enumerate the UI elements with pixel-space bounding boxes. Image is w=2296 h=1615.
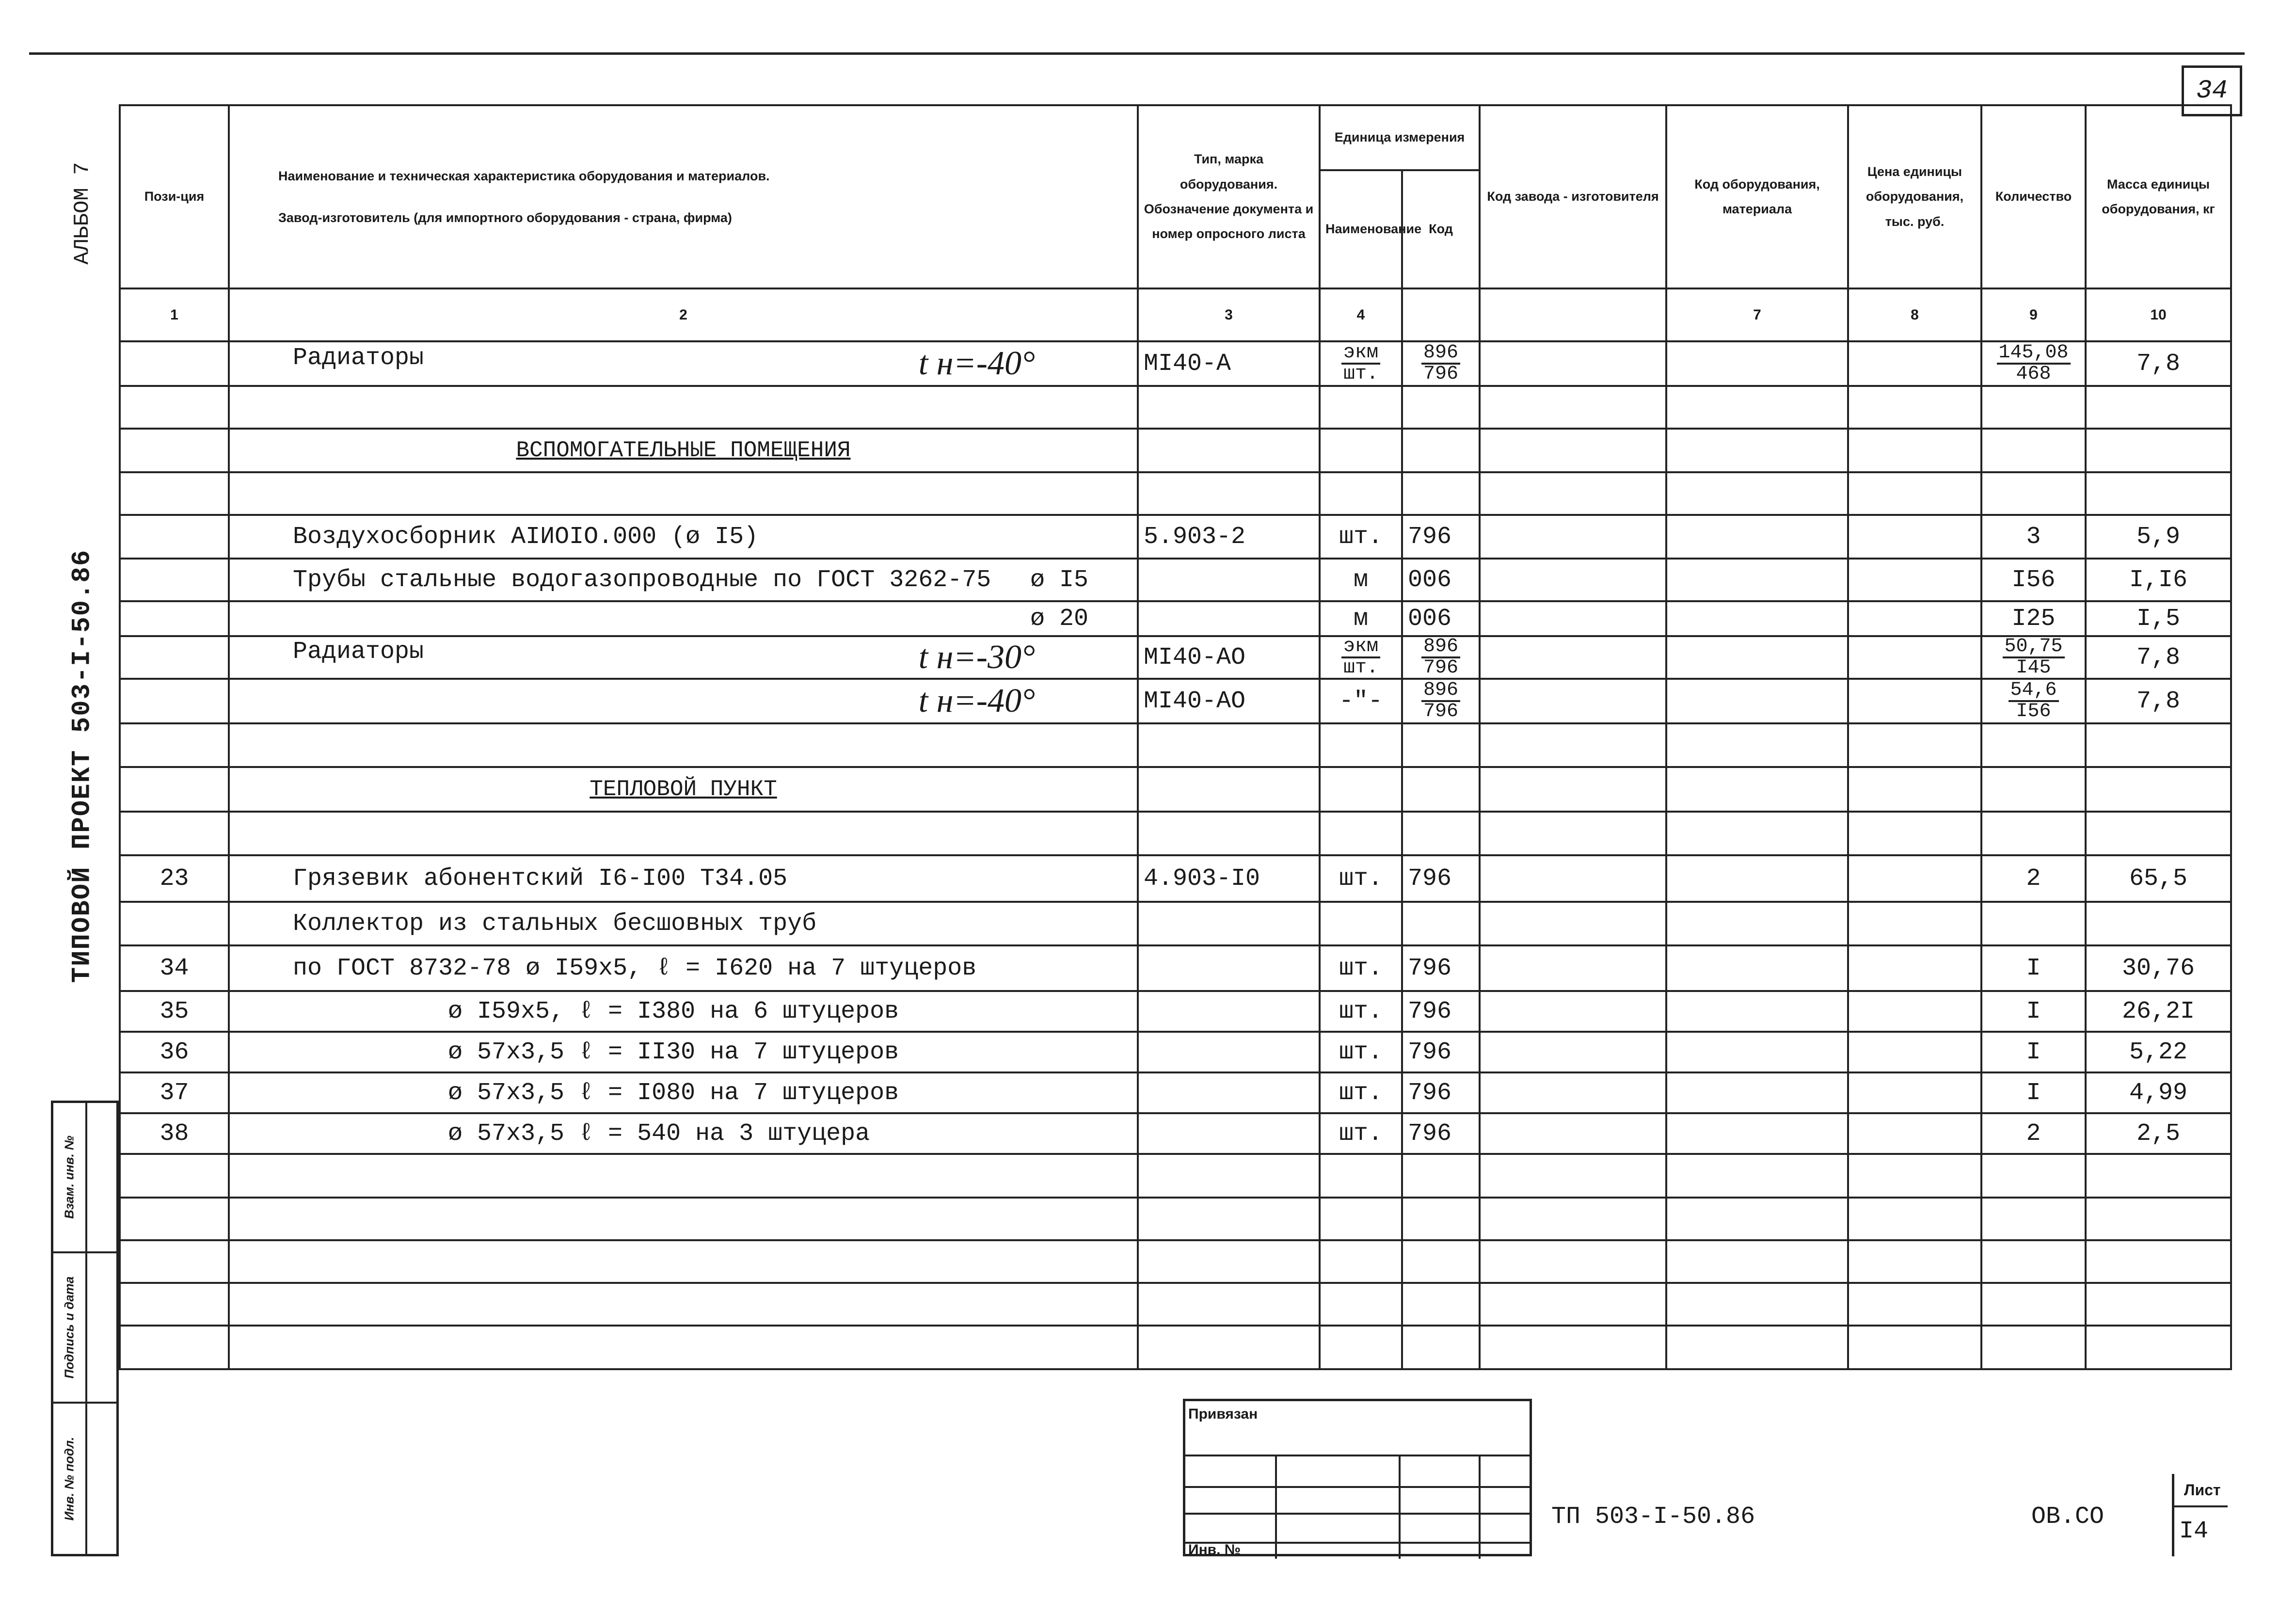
table-row: [120, 855, 2231, 902]
sheet-label: Лист: [2184, 1481, 2221, 1499]
table-row: [120, 1198, 2231, 1240]
item-name: ø I59х5, ℓ = I380 на 6 штуцеров: [448, 997, 899, 1025]
item-name: Радиаторы: [293, 638, 424, 666]
code-fraction: $\frac{896}{796}$: [1421, 681, 1460, 721]
header-unit-code: Код: [1402, 170, 1480, 288]
col-number: 2: [229, 288, 1138, 341]
qty-fraction: $\frac{50,75}{I45}$: [2003, 637, 2065, 678]
unit-cell: шт.: [1339, 1038, 1383, 1066]
mass-cell: 5,22: [2129, 1038, 2188, 1066]
unit-fraction: $\frac{\text{экм}}{шт.}$: [1341, 637, 1380, 678]
mass-cell: 4,99: [2129, 1079, 2188, 1107]
qty-cell: I25: [2011, 605, 2056, 633]
col-number: 8: [1848, 288, 1981, 341]
qty-cell: I: [2026, 997, 2041, 1025]
header-qty: Количество: [1981, 105, 2086, 288]
header-type: Тип, марка оборудования. Обозначение документа и номер опросного листа: [1138, 105, 1320, 288]
item-name: ø 57х3,5 ℓ = 540 на 3 штуцера: [448, 1119, 870, 1148]
table-row: [120, 679, 2231, 723]
qty-fraction: $\frac{145,08}{468}$: [1997, 343, 2071, 384]
stamp-label: Инв. № подл.: [62, 1437, 77, 1521]
col-number: 7: [1666, 288, 1848, 341]
table-row: [120, 601, 2231, 636]
position-cell: 38: [159, 1119, 189, 1148]
code-cell: 796: [1408, 1079, 1452, 1107]
type-cell: 4.903-I0: [1144, 864, 1260, 893]
type-cell: 5.903-2: [1144, 523, 1246, 551]
type-cell: МI40-А: [1144, 350, 1231, 378]
section-heading: ТЕПЛОВОЙ ПУНКТ: [590, 777, 777, 802]
code-cell: 006: [1408, 566, 1452, 594]
col-number: 4: [1320, 288, 1402, 341]
code-fraction: $\frac{896}{796}$: [1421, 637, 1460, 678]
sheet-code: ОВ.СО: [2031, 1503, 2105, 1531]
col-number: 10: [2086, 288, 2231, 341]
position-cell: 23: [159, 864, 189, 893]
mass-cell: 7,8: [2137, 687, 2181, 715]
qty-cell: I56: [2011, 566, 2056, 594]
unit-cell: шт.: [1339, 997, 1383, 1025]
header-unit-name: Наименование: [1320, 170, 1402, 288]
table-row: [120, 812, 2231, 855]
qty-cell: I: [2026, 954, 2041, 982]
table-row: [120, 1283, 2231, 1326]
unit-cell: м: [1353, 605, 1368, 633]
position-cell: 37: [159, 1079, 189, 1107]
col-number: 1: [120, 288, 229, 341]
table-row: [120, 945, 2231, 991]
unit-cell: -"-: [1339, 687, 1383, 715]
unit-cell: шт.: [1339, 1119, 1383, 1148]
col-number: [1480, 288, 1666, 341]
table-row: [120, 1326, 2231, 1369]
unit-fraction: $\frac{\text{экм}}{шт.}$: [1341, 343, 1380, 384]
qty-cell: I: [2026, 1038, 2041, 1066]
mass-cell: 30,76: [2122, 954, 2195, 982]
code-cell: 796: [1408, 1038, 1452, 1066]
position-cell: 36: [159, 1038, 189, 1066]
header-name-sub: Завод-изготовитель (для импортного оборудования - страна, фирма): [278, 210, 732, 225]
qty-cell: I: [2026, 1079, 2041, 1107]
unit-cell: шт.: [1339, 523, 1383, 551]
position-cell: 35: [159, 997, 189, 1025]
table-row: [120, 1113, 2231, 1154]
code-fraction: $\frac{896}{796}$: [1421, 343, 1460, 384]
temperature-note: t н=-40°: [918, 682, 1035, 720]
table-row: [120, 341, 2231, 386]
header-price: Цена единицы оборудования, тыс. руб.: [1848, 105, 1981, 288]
temperature-note: t н=-30°: [918, 639, 1035, 676]
header-position: Пози-ция: [120, 105, 229, 288]
linked-label: Привязан: [1188, 1406, 1258, 1422]
unit-cell: шт.: [1339, 1079, 1383, 1107]
table-row: [120, 429, 2231, 472]
side-album-label: АЛЬБОМ 7: [70, 162, 95, 265]
unit-cell: м: [1353, 566, 1368, 594]
mass-cell: 7,8: [2137, 643, 2181, 672]
table-row: [120, 723, 2231, 767]
approval-stamp: [51, 1101, 119, 1556]
stamp-label: Взам. инв. №: [62, 1135, 77, 1219]
table-row: [120, 1072, 2231, 1113]
col-number: [1402, 288, 1480, 341]
mass-cell: 5,9: [2137, 523, 2181, 551]
code-cell: 006: [1408, 605, 1452, 633]
mass-cell: I,I6: [2129, 566, 2188, 594]
table-row: [120, 991, 2231, 1032]
code-cell: 796: [1408, 997, 1452, 1025]
table-row: [120, 472, 2231, 515]
diameter-note: ø 20: [1030, 605, 1088, 633]
table-row: [120, 559, 2231, 601]
qty-fraction: $\frac{54,6}{I56}$: [2009, 681, 2059, 721]
table-row: [120, 1032, 2231, 1072]
header-unit: Единица измерения: [1320, 105, 1480, 170]
mass-cell: I,5: [2137, 605, 2181, 633]
sheet-box: [2172, 1474, 2228, 1556]
type-cell: МI40-АО: [1144, 687, 1246, 715]
mass-cell: 2,5: [2137, 1119, 2181, 1148]
unit-cell: шт.: [1339, 954, 1383, 982]
diameter-note: ø I5: [1030, 566, 1088, 594]
table-row: [120, 902, 2231, 945]
table-row: [120, 515, 2231, 559]
type-cell: МI40-АО: [1144, 643, 1246, 672]
top-rule: [29, 52, 2245, 55]
side-project-label: ТИПОВОЙ ПРОЕКТ 503-I-50.86: [67, 549, 97, 983]
table-row: [120, 636, 2231, 679]
item-name: ø 57х3,5 ℓ = I080 на 7 штуцеров: [448, 1079, 899, 1107]
table-row: [120, 1240, 2231, 1283]
header-factory-code: Код завода - изготовителя: [1480, 105, 1666, 288]
item-name: Радиаторы: [293, 344, 424, 372]
table-row: [120, 767, 2231, 812]
stamp-label: Подпись и дата: [62, 1276, 77, 1379]
mass-cell: 26,2I: [2122, 997, 2195, 1025]
item-name: Грязевик абонентский I6-I00 Т34.05: [293, 864, 788, 893]
page-number: 34: [2182, 65, 2242, 116]
table-row: [120, 1154, 2231, 1198]
unit-cell: шт.: [1339, 864, 1383, 893]
qty-cell: 3: [2026, 523, 2041, 551]
item-name: по ГОСТ 8732-78 ø I59х5, ℓ = I620 на 7 штуцеров: [293, 954, 977, 982]
doc-code: ТП 503-I-50.86: [1551, 1503, 1755, 1531]
code-cell: 796: [1408, 864, 1452, 893]
position-cell: 34: [159, 954, 189, 982]
code-cell: 796: [1408, 954, 1452, 982]
sheet-value: I4: [2179, 1518, 2209, 1545]
col-number: 9: [1981, 288, 2086, 341]
code-cell: 796: [1408, 1119, 1452, 1148]
item-name: ø 57х3,5 ℓ = II30 на 7 штуцеров: [448, 1038, 899, 1066]
col-number: 3: [1138, 288, 1320, 341]
table-row: [120, 386, 2231, 429]
mass-cell: 7,8: [2137, 350, 2181, 378]
qty-cell: 2: [2026, 1119, 2041, 1148]
header-name: Наименование и техническая характеристика оборудования и материалов.: [278, 168, 770, 183]
temperature-note: t н=-40°: [918, 345, 1035, 382]
header-equip-code: Код оборудования, материала: [1666, 105, 1848, 288]
item-name: Коллектор из стальных бесшовных труб: [293, 910, 817, 938]
item-name: Трубы стальные водогазопроводные по ГОСТ 3262-75: [293, 566, 991, 594]
section-heading: ВСПОМОГАТЕЛЬНЫЕ ПОМЕЩЕНИЯ: [516, 438, 851, 463]
title-block: [1183, 1399, 1532, 1556]
specification-table: [119, 104, 2232, 1370]
item-name: Воздухосборник АIИОIО.000 (ø I5): [293, 523, 759, 551]
code-cell: 796: [1408, 523, 1452, 551]
inv-label: Инв. №: [1188, 1542, 1241, 1558]
qty-cell: 2: [2026, 864, 2041, 893]
mass-cell: 65,5: [2129, 864, 2188, 893]
header-mass: Масса единицы оборудования, кг: [2086, 105, 2231, 288]
